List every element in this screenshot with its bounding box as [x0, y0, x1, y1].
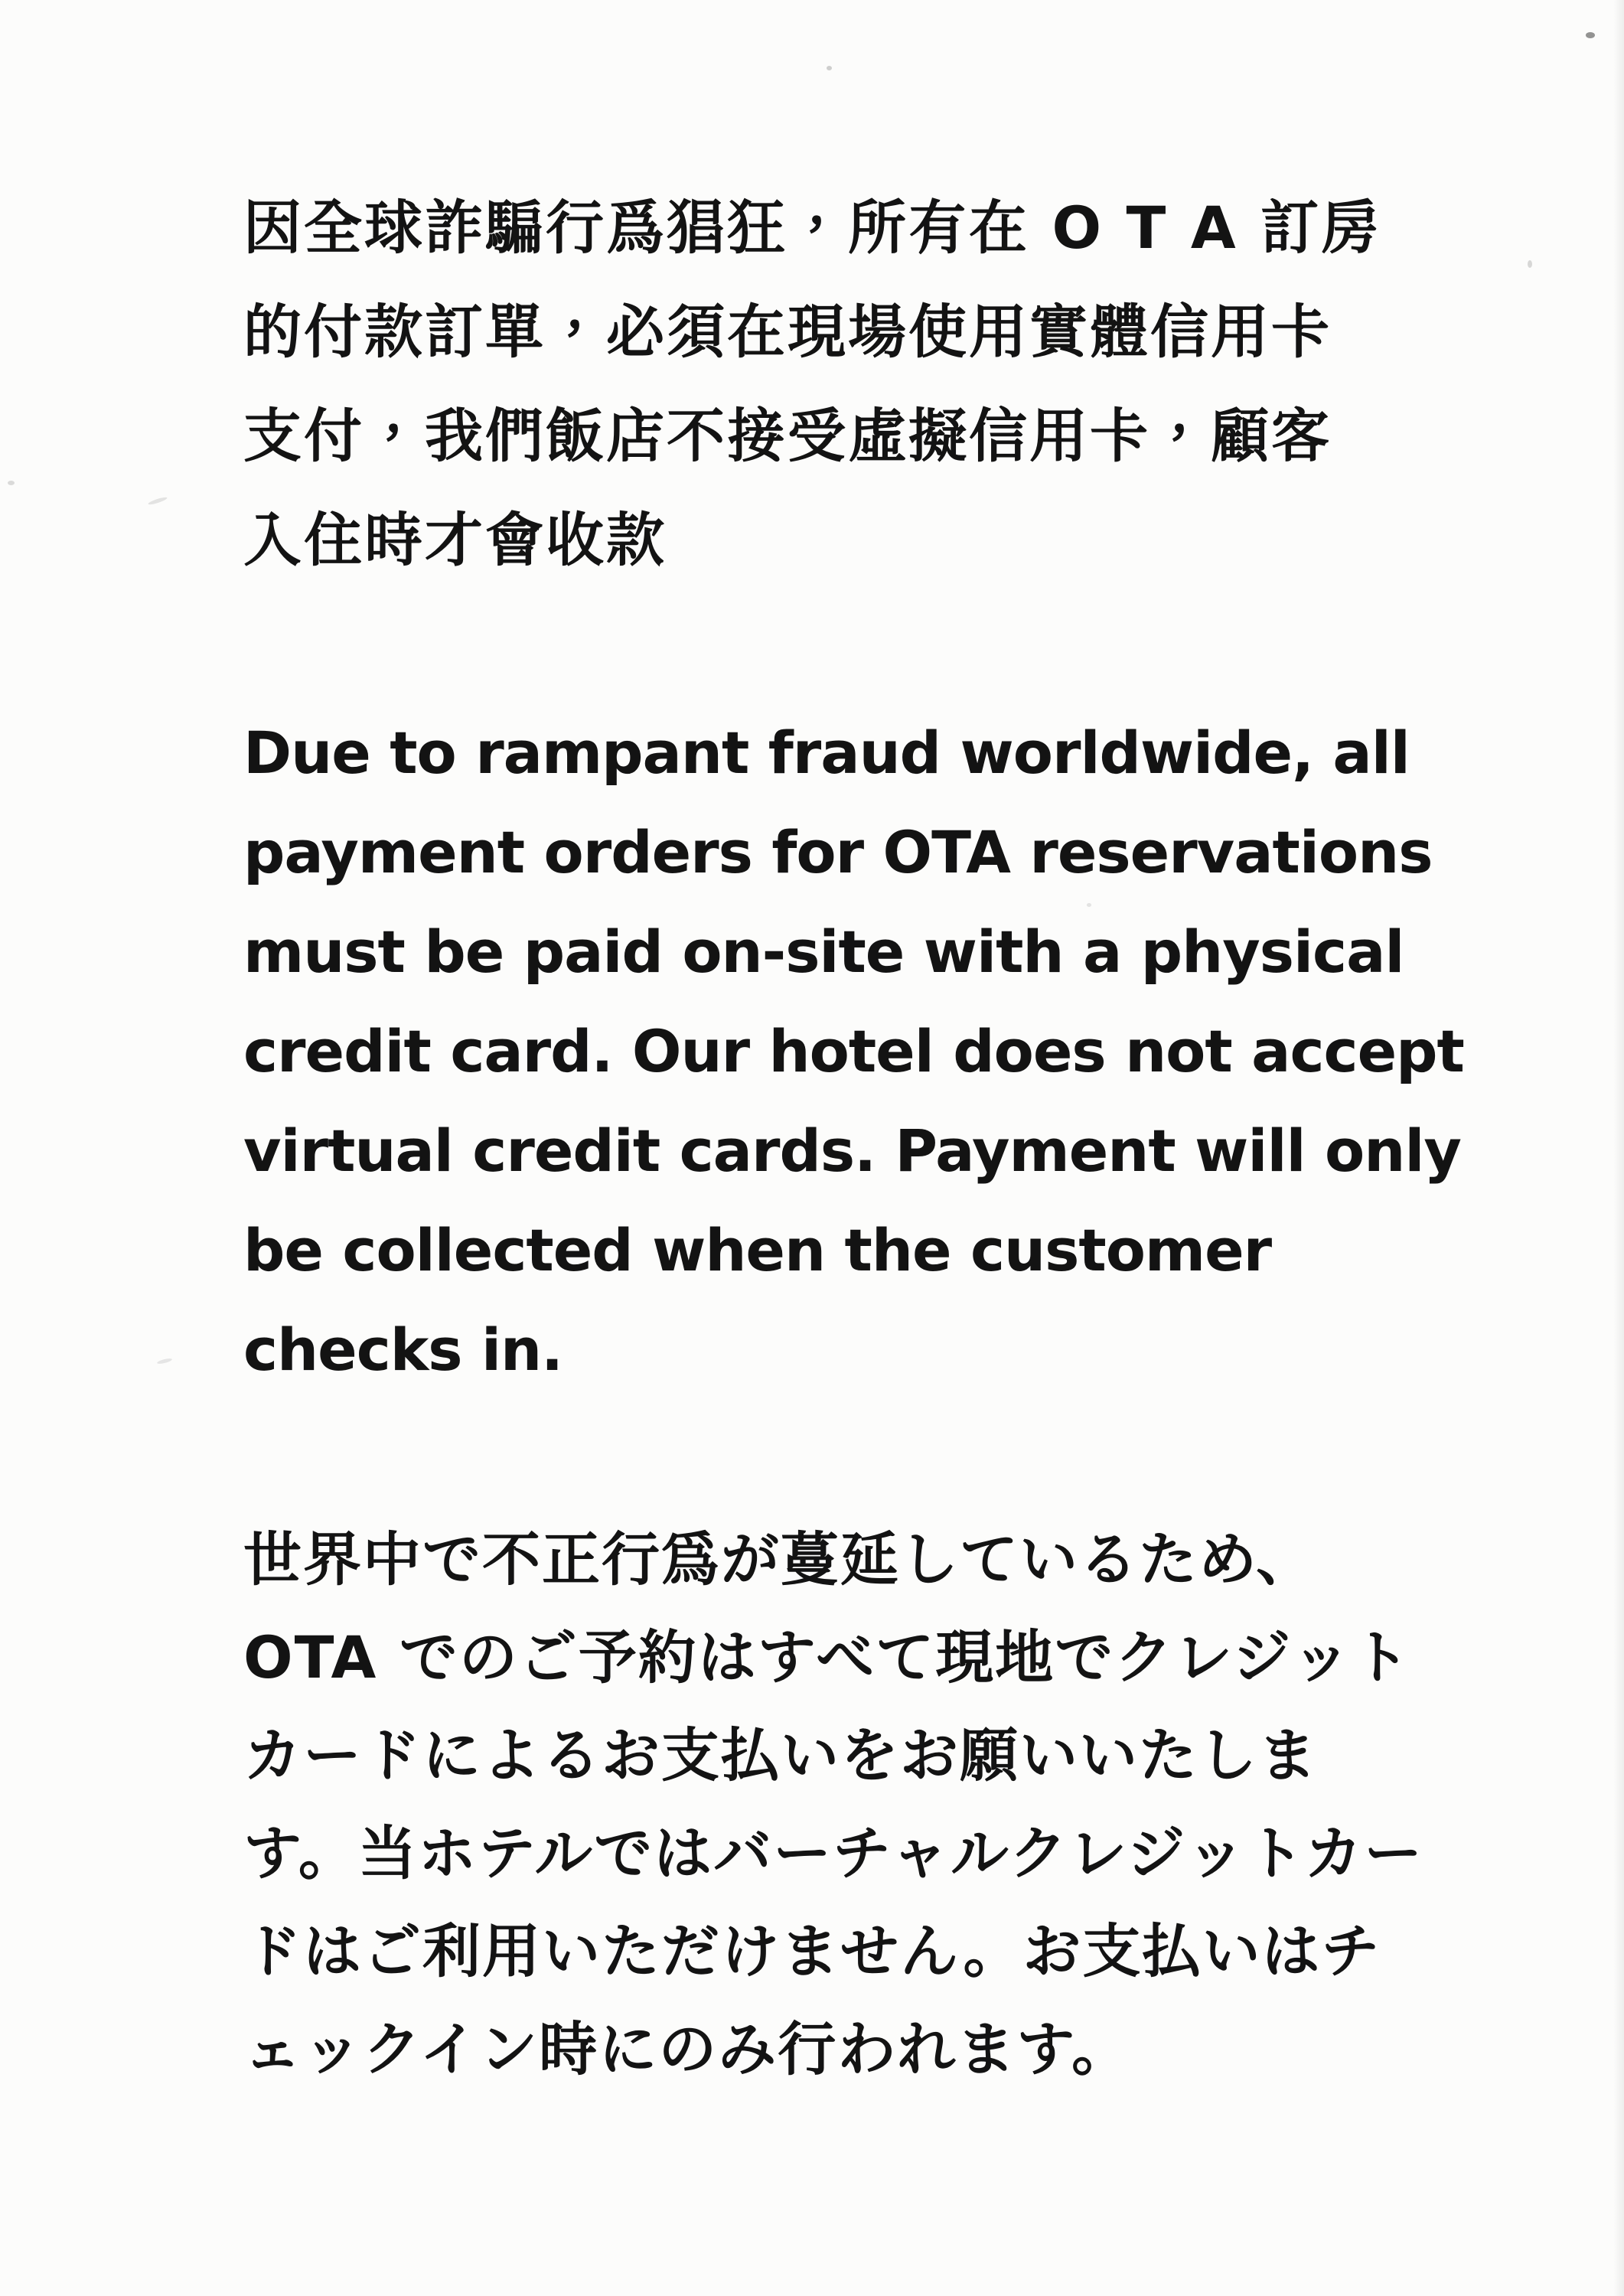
japanese-paragraph [243, 1511, 1437, 2099]
text-line: OTA でのご予約はすべて現地でクレジット [243, 1623, 1412, 1691]
english-paragraph [243, 703, 1464, 1400]
text-line: カードによるお支払いをお願いいたしま [243, 1721, 1318, 1789]
scan-speck [827, 66, 832, 70]
text-line: 的付款訂單，必須在現場使用實體信用卡 [243, 298, 1332, 366]
scan-speck [157, 1358, 173, 1365]
scan-speck [148, 496, 168, 506]
text-line: 支付，我們飯店不接受虛擬信用卡，顧客 [243, 402, 1332, 470]
text-line: credit card. Our hotel does not accept [243, 1017, 1464, 1085]
text-line: ドはご利用いただけません。お支払いはチ [243, 1917, 1381, 1985]
text-line: payment orders for OTA reservations [243, 818, 1433, 886]
text-line: 世界中で不正行爲が蔓延しているため、 [243, 1525, 1316, 1593]
scan-speck [1586, 32, 1595, 38]
text-line: 入住時才會收款 [243, 506, 667, 574]
text-line: must be paid on-site with a physical [243, 918, 1404, 986]
scan-speck [8, 481, 15, 485]
text-line: 因全球詐騙行爲猖狂，所有在 O T A 訂房 [243, 194, 1382, 262]
text-line: Due to rampant fraud worldwide, all [243, 719, 1410, 787]
chinese-paragraph [243, 176, 1437, 592]
text-line: checks in. [243, 1316, 563, 1384]
text-line: be collected when the customer [243, 1216, 1272, 1284]
notice-text-block [243, 176, 1464, 2099]
scan-edge-shadow [1613, 0, 1624, 2296]
scan-speck [1528, 260, 1532, 268]
text-line: す。当ホテルではバーチャルクレジットカー [243, 1819, 1424, 1887]
text-line: virtual credit cards. Payment will only [243, 1117, 1461, 1185]
text-line: ェックイン時にのみ行われます。 [243, 2015, 1132, 2083]
